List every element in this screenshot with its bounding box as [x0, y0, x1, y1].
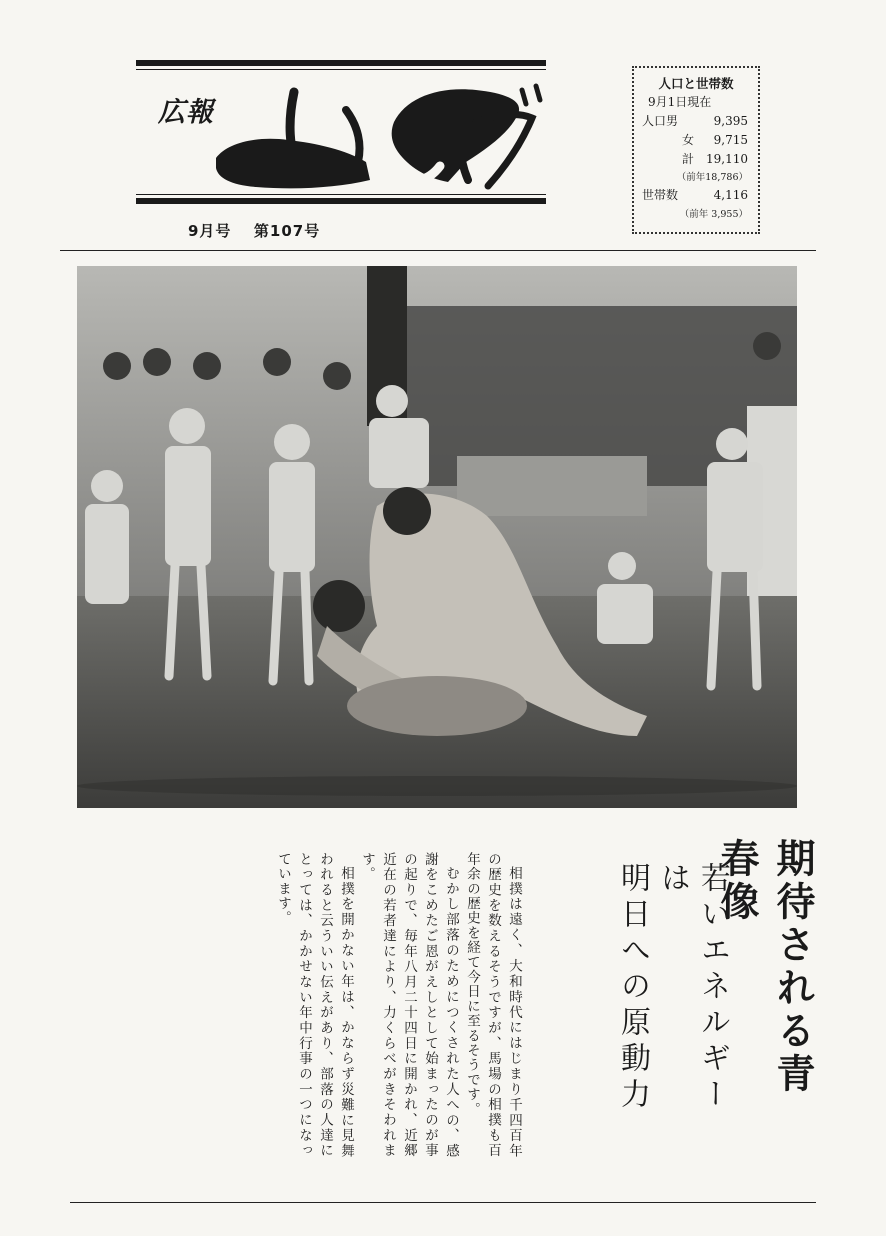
male-count: 9,395 — [713, 114, 748, 128]
masthead-bottom-rule — [136, 198, 546, 204]
total-count: 19,110 — [706, 152, 748, 166]
population-box — [632, 66, 760, 234]
koho-label: 広報 — [158, 97, 214, 128]
article-headline: 期待される青春像 — [714, 838, 815, 1096]
article-body — [272, 852, 524, 1158]
total-previous-year: （前年18,786） — [676, 172, 748, 183]
issue-number: 第107号 — [253, 222, 321, 240]
article-paragraph: 相撲を開かない年は、かならず災難に見舞われると云ういい伝えがあり、部落の人達にとっては、かかせない年中行事の一つになっています。 — [275, 852, 354, 1158]
subhead-line-2: 明日への原動力 — [615, 862, 650, 1114]
male-label: 人口男 — [642, 114, 679, 128]
ishige-logo — [176, 70, 556, 195]
issue-month: 9月号 — [188, 222, 232, 240]
total-label: 計 — [682, 152, 695, 166]
sumo-photo — [77, 266, 797, 808]
header-divider — [60, 250, 816, 251]
households-count: 4,116 — [713, 188, 748, 202]
female-label: 女 — [682, 133, 695, 147]
subhead-line-1: 若いエネルギーは — [655, 862, 730, 1114]
population-title: 人口と世帯数 — [658, 76, 734, 91]
masthead-top-rule — [136, 60, 546, 66]
article-subhead — [612, 862, 732, 1142]
issue-line — [188, 220, 320, 241]
sumo-photo-illustration — [77, 266, 797, 808]
masthead — [136, 58, 546, 208]
population-date: 9月1日現在 — [648, 95, 712, 109]
households-previous-year: （前年 3,955） — [679, 209, 748, 220]
footer-divider — [70, 1202, 816, 1203]
households-label: 世帯数 — [642, 188, 679, 202]
article-paragraph: むかし部落のためにつくされた人への、感謝をこめたご恩がえしとして始まったのが事の起りで、毎年八月二十四日に開かれ、近郷近在の若者達により、力くらべがきそわれます。 — [359, 852, 459, 1158]
article-paragraph: 相撲は遠く、大和時代にはじまり千四百年の歴史を数えるそうですが、馬場の相撲も百年余の歴史を経て今日に至るそうです。 — [464, 852, 522, 1158]
female-count: 9,715 — [713, 133, 748, 147]
